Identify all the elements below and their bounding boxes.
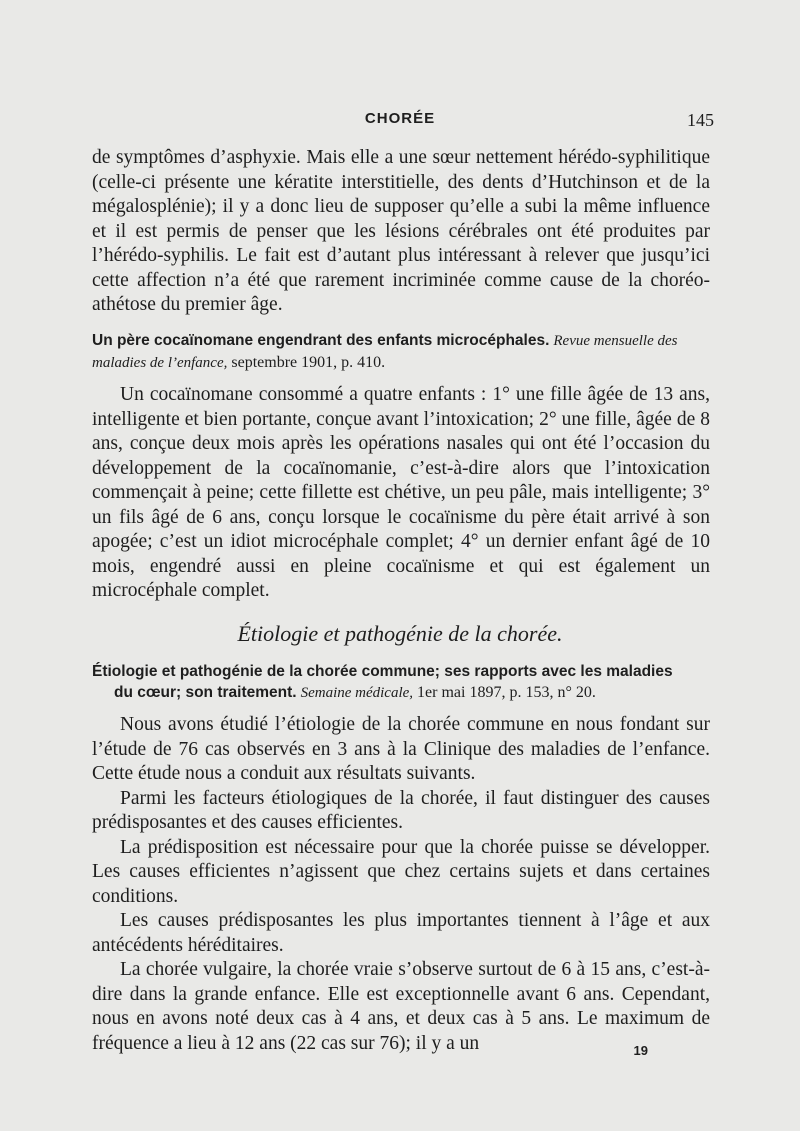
continuation-paragraph xyxy=(92,146,710,318)
section-title: Étiologie et pathogénie de la chorée. xyxy=(237,621,563,646)
article-1-journal: Revue mensuelle des maladies de l’enfance, xyxy=(92,333,678,371)
article-2-paragraph: La prédisposition est nécessaire pour que la chorée puisse se développer. Les causes efficientes n’agissent que chez certains sujets et dans certaines conditions. xyxy=(92,836,710,907)
article-2-citation: 1er mai 1897, p. 153, n° 20. xyxy=(417,684,596,701)
article-2-paragraph: La chorée vulgaire, la chorée vraie s’observe surtout de 6 à 15 ans, c’est-à-dire dans la grande enfance. Elle est exceptionnelle avant 6 ans. Cependant, nous en avons noté deux cas à 4 ans, et deux cas à 5 ans. Le maximum de fréquence a lieu à 12 ans (22 cas sur 76); il y a un xyxy=(92,959,710,1054)
article-1-citation: septembre 1901, p. 410. xyxy=(231,354,386,371)
page-header xyxy=(0,104,800,134)
article-1-heading xyxy=(92,330,710,374)
article-2-body xyxy=(92,713,710,1056)
article-2-paragraph: Les causes prédisposantes les plus importantes tiennent à l’âge et aux antécédents héréditaires. xyxy=(92,910,710,956)
page-number: 145 xyxy=(687,110,714,130)
article-2-title-line-2: du cœur; son traitement. xyxy=(114,684,297,701)
article-2-heading xyxy=(92,661,710,704)
article-2-title-line-1: Étiologie et pathogénie de la chorée commune; ses rapports avec les maladies xyxy=(92,663,673,680)
continuation-text: de symptômes d’asphyxie. Mais elle a une sœur nettement hérédo-syphilitique (celle-ci présente une kératite interstitielle, des dents d’Hutchinson et de la mégalosplénie); il y a donc lieu de supposer qu’elle a subi la même influence et il est permis de penser que les lésions cérébrales ont été produites par l’hérédo-syphilis. Le fait est d’autant plus intéressant à relever que jusqu’ici cette affection n’a été que rarement incriminée comme cause de la choréo-athétose du premier âge. xyxy=(92,147,710,315)
article-1-title: Un père cocaïnomane engendrant des enfants microcéphales. xyxy=(92,332,550,349)
article-1-paragraph: Un cocaïnomane consommé a quatre enfants : 1° une fille âgée de 13 ans, intelligente et bien portante, conçue avant l’intoxication; 2° une fille, âgée de 8 ans, conçue deux mois après les opérations nasales qui ont été l’occasion du développement de la cocaïnomanie, c’est-à-dire alors que l’intoxication commençait à peine; cette fillette est chétive, un peu pâle, mais intelligente; 3° un fils âgé de 6 ans, conçu lorsque le cocaïnisme du père était arrivé à son apogée; c’est un idiot microcéphale complet; 4° un dernier enfant âgé de 10 mois, engendré aussi en pleine cocaïnisme et qui est également un microcéphale complet. xyxy=(92,384,710,601)
article-2-paragraph: Parmi les facteurs étiologiques de la chorée, il faut distinguer des causes prédisposantes et des causes efficientes. xyxy=(92,787,710,833)
article-1-body xyxy=(92,383,710,604)
article-2-paragraph: Nous avons étudié l’étiologie de la chorée commune en nous fondant sur l’étude de 76 cas observés en 3 ans à la Clinique des maladies de l’enfance. Cette étude nous a conduit aux résultats suivants. xyxy=(92,714,710,784)
running-head: CHORÉE xyxy=(364,110,436,127)
article-2-journal: Semaine médicale, xyxy=(300,685,414,701)
signature-mark: 19 xyxy=(633,1043,648,1058)
